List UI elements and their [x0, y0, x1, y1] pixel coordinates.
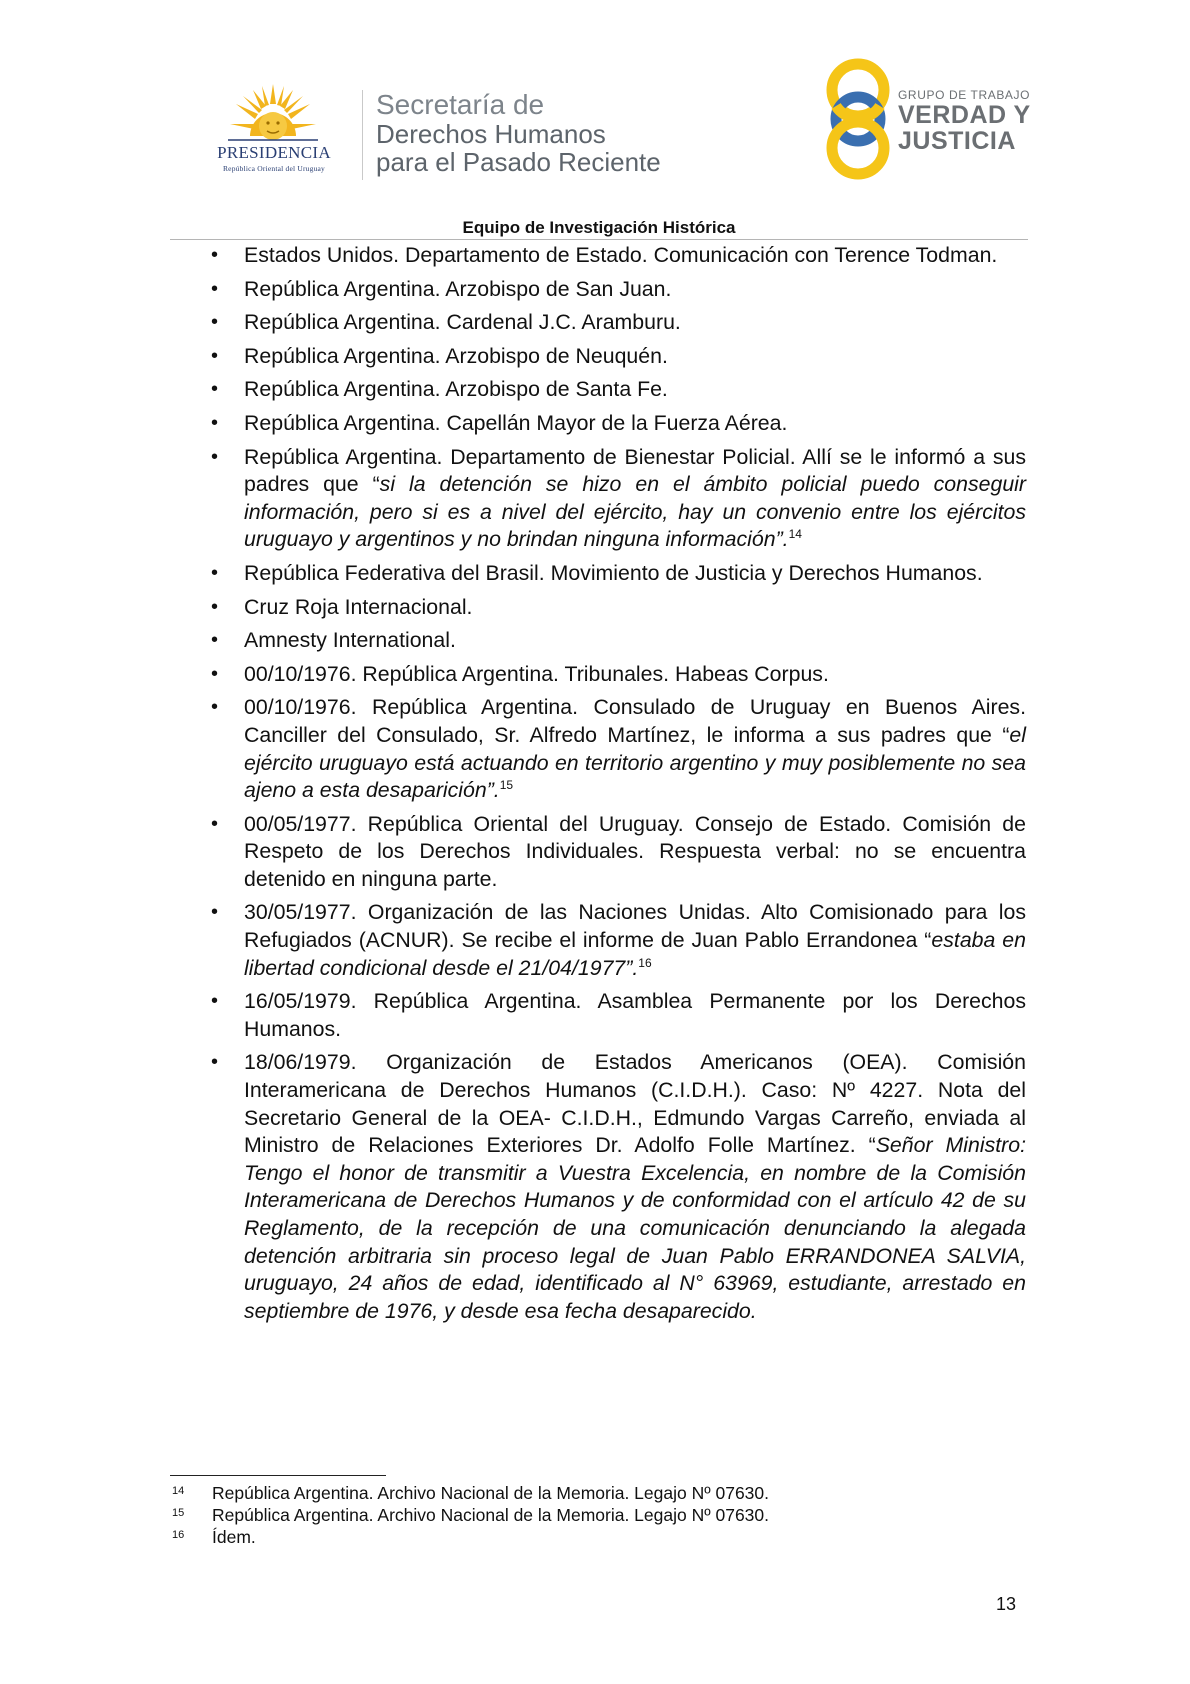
footnote	[170, 1526, 1028, 1548]
item-text: República Federativa del Brasil. Movimiento de Justicia y Derechos Humanos.	[244, 560, 983, 585]
list-item	[206, 627, 1026, 655]
footnote-ref[interactable]: 15	[499, 778, 514, 792]
list-item	[206, 376, 1026, 404]
footnote	[170, 1482, 1028, 1504]
item-text: Cruz Roja Internacional.	[244, 594, 473, 619]
page-number: 13	[996, 1594, 1017, 1614]
footnote-ref[interactable]: 16	[638, 955, 652, 970]
item-text: 00/10/1976. República Argentina. Tribunales. Habeas Corpus.	[244, 661, 829, 686]
list-item	[206, 1049, 1026, 1325]
list-item	[206, 988, 1026, 1043]
list-item	[206, 899, 1026, 982]
footnote-rule	[170, 1475, 386, 1476]
grupo-de-trabajo-label: GRUPO DE TRABAJO	[898, 88, 1031, 102]
item-quote: Señor Ministro: Tengo el honor de transmitir a Vuestra Excelencia, en nombre de la Comisión Interamericana de Derechos Humanos y de conformidad con el artículo 42 de su Reglamento, de la recepción de una comunicación denunciando la alegada detención arbitraria sin proceso legal de Juan Pablo ERRANDONEA SALVIA, uruguayo, 24 años de edad, identificado al N° 63969, estudiante, arrestado en septiembre de 1976, y desde esa fecha desaparecido.	[244, 1133, 1026, 1323]
footnote	[170, 1504, 1028, 1526]
item-text: 18/06/1979. Organización de Estados Americanos (OEA). Comisión Interamericana de Derechos Humanos (C.I.D.H.). Caso: Nº 4227. Nota del Secretario General de la OEA- C.I.D.H., Edmundo Vargas Carreño, enviada al Ministro de Relaciones Exteriores Dr. Adolfo Folle Martínez. “	[244, 1050, 1026, 1158]
list-item	[206, 811, 1026, 894]
footnote-text: Ídem.	[212, 1527, 256, 1547]
document-body	[206, 242, 1026, 1331]
list-item	[206, 694, 1026, 804]
secretaria-title	[376, 90, 661, 176]
item-text: 30/05/1977. Organización de las Naciones Unidas. Alto Comisionado para los Refugiados (ACNUR). Se recibe el informe de Juan Pablo Errandonea “	[244, 900, 1026, 953]
presidencia-logo	[196, 82, 352, 178]
item-quote: el ejército uruguayo está actuando en territorio argentino y muy posiblemente no sea ajeno a esta desaparición”.	[244, 722, 1026, 803]
list-item	[206, 594, 1026, 622]
list-item	[206, 242, 1026, 270]
item-quote: si la detención se hizo en el ámbito policial puedo conseguir información, pero si es a nivel del ejército, hay un convenio entre los ejércitos uruguayo y argentinos y no brindan ninguna información”.	[244, 472, 1026, 552]
list-item	[206, 444, 1026, 554]
page-header	[0, 0, 1190, 215]
secretaria-line-2: Derechos Humanos	[376, 119, 606, 149]
list-item	[206, 560, 1026, 588]
verdad-justicia-logo	[822, 56, 1032, 182]
item-text: 16/05/1979. República Argentina. Asamblea Permanente por los Derechos Humanos.	[244, 989, 1026, 1041]
list-item	[206, 410, 1026, 438]
presidencia-subtitle: República Oriental del Uruguay	[222, 164, 325, 173]
secretaria-line-3: para el Pasado Reciente	[376, 147, 661, 177]
item-text: 00/05/1977. República Oriental del Uruguay. Consejo de Estado. Comisión de Respeto de los Derechos Individuales. Respuesta verbal: no se encuentra detenido en ninguna parte.	[244, 811, 1026, 891]
footnote-text: República Argentina. Archivo Nacional de la Memoria. Legajo Nº 07630.	[212, 1483, 770, 1503]
footnote-number: 16	[172, 1529, 185, 1541]
sun-emblem-icon	[228, 82, 318, 142]
team-title: Equipo de Investigación Histórica	[462, 218, 736, 237]
footnote-text: República Argentina. Archivo Nacional de la Memoria. Legajo Nº 07630.	[212, 1505, 770, 1525]
interlocking-rings-icon	[822, 56, 894, 182]
secretaria-line-1: Secretaría de	[376, 89, 545, 120]
bullet-list	[206, 242, 1026, 1325]
item-text: Estados Unidos. Departamento de Estado. Comunicación con Terence Todman.	[244, 243, 998, 267]
justicia-label: JUSTICIA	[898, 127, 1016, 155]
list-item	[206, 276, 1026, 304]
footnote-number: 15	[172, 1507, 185, 1519]
item-text: 00/10/1976. República Argentina. Consulado de Uruguay en Buenos Aires. Canciller del Consulado, Sr. Alfredo Martínez, le informa a sus padres que “	[244, 695, 1026, 747]
item-quote: estaba en libertad condicional desde el 21/04/1977”.	[244, 928, 1026, 980]
footnote-ref[interactable]: 14	[788, 527, 802, 542]
footnote-number: 14	[172, 1485, 185, 1497]
item-text: República Argentina. Arzobispo de Neuquén.	[244, 343, 668, 368]
verdad-justicia-text	[898, 88, 1031, 154]
header-rule	[170, 239, 1028, 240]
item-text: República Argentina. Departamento de Bienestar Policial. Allí se le informó a sus padres que “	[244, 444, 1026, 497]
item-text: Amnesty International.	[244, 628, 456, 653]
header-divider	[362, 90, 363, 180]
item-text: República Argentina. Arzobispo de San Juan.	[244, 276, 672, 301]
item-text: República Argentina. Arzobispo de Santa Fe.	[244, 377, 668, 402]
presidencia-name: PRESIDENCIA	[217, 143, 331, 162]
list-item	[206, 309, 1026, 337]
list-item	[206, 343, 1026, 371]
item-text: República Argentina. Cardenal J.C. Aramburu.	[244, 310, 681, 335]
footnotes	[170, 1482, 1028, 1548]
item-text: República Argentina. Capellán Mayor de la Fuerza Aérea.	[244, 410, 788, 435]
verdad-y-label: VERDAD Y	[898, 101, 1031, 129]
list-item	[206, 661, 1026, 689]
